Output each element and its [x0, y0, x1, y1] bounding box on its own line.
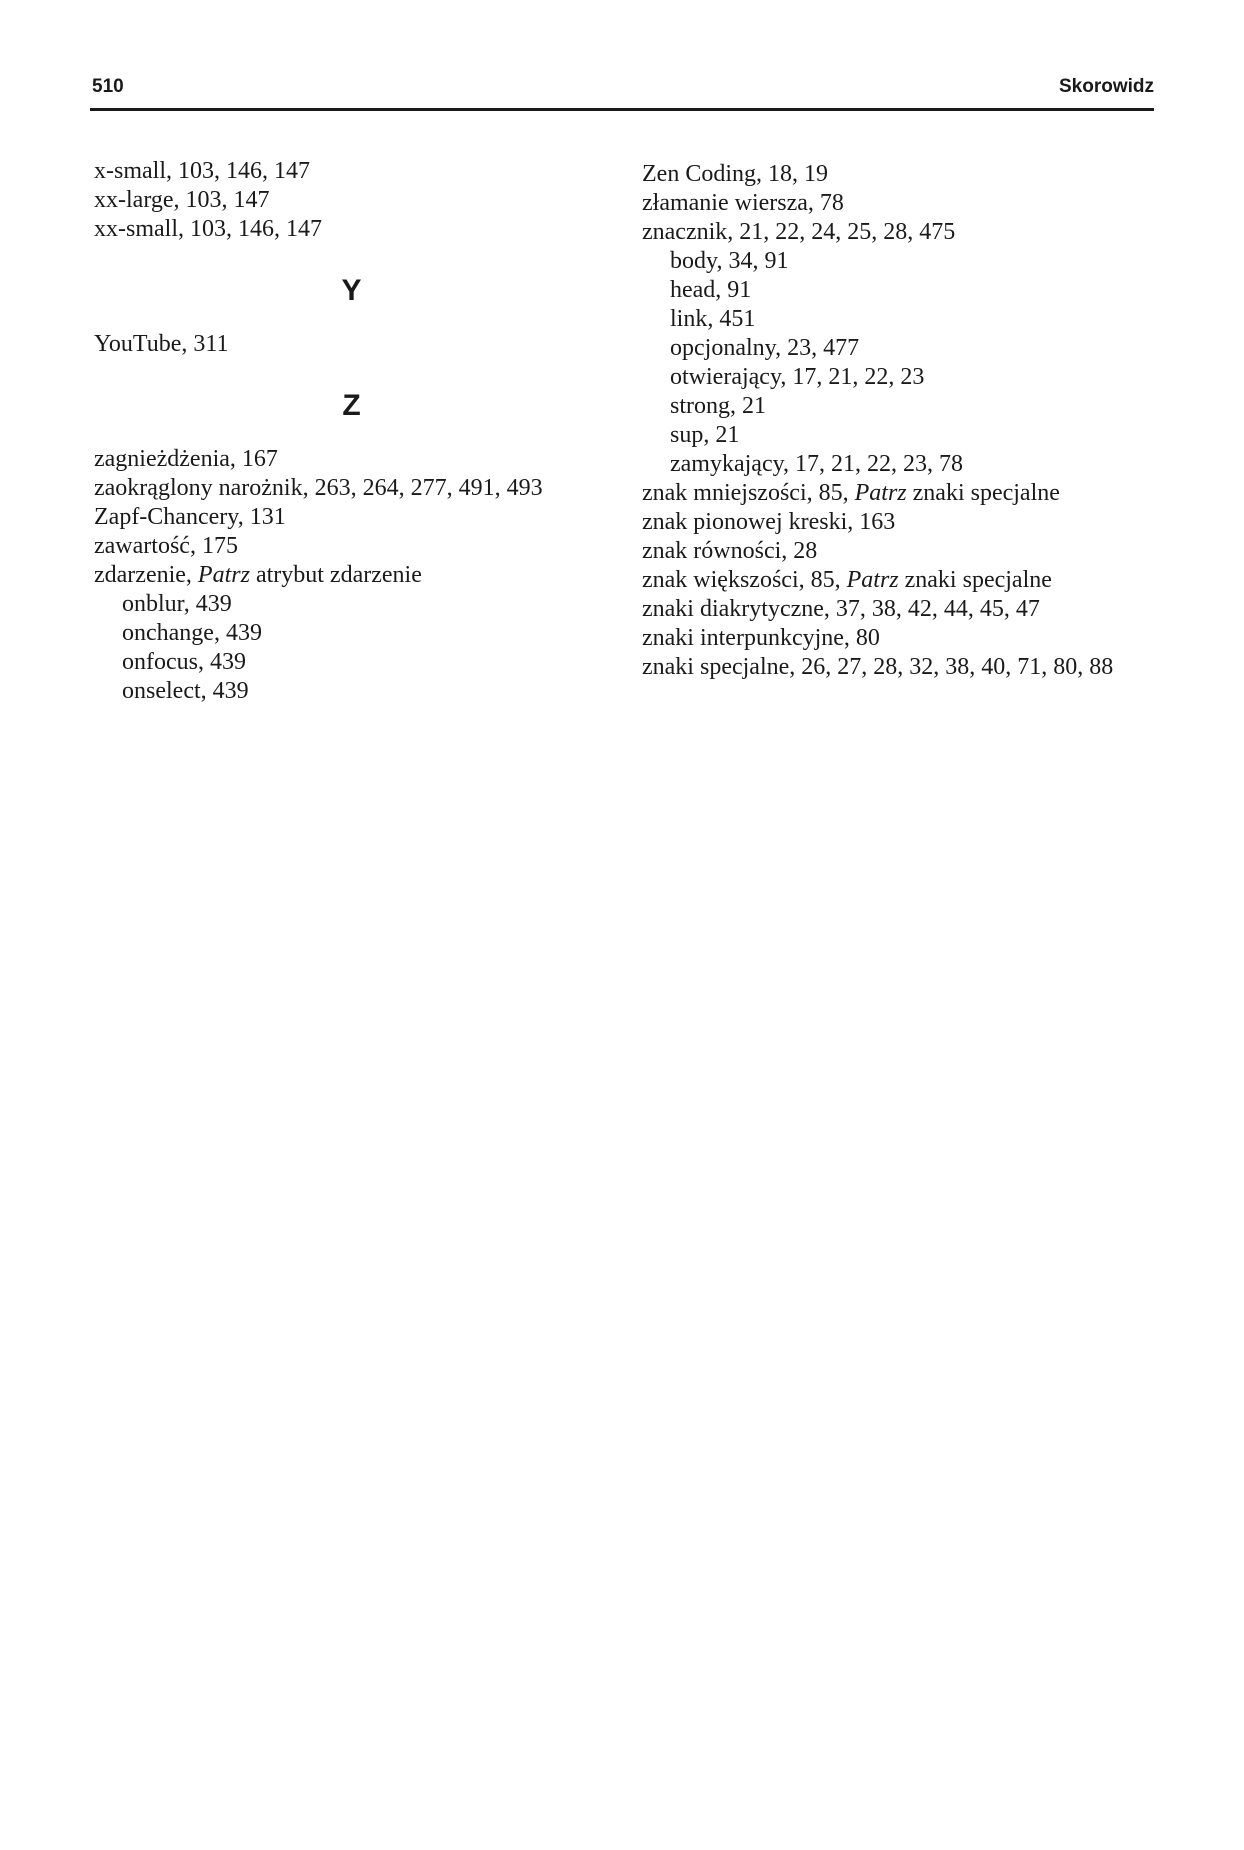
entry-text: zdarzenie,: [94, 562, 198, 588]
index-entry: Zen Coding, 18, 19: [642, 161, 828, 187]
index-entry: zaokrąglony narożnik, 263, 264, 277, 491, 493: [94, 475, 543, 501]
index-entry: YouTube, 311: [94, 331, 229, 357]
index-entry: znak pionowej kreski, 163: [642, 509, 896, 535]
index-subentry: strong, 21: [670, 393, 766, 419]
index-entry: złamanie wiersza, 78: [642, 190, 844, 216]
page-number: 510: [92, 76, 124, 97]
index-entry: znak równości, 28: [642, 538, 818, 564]
index-column-right: [642, 160, 1182, 682]
letter-heading-z: Z: [342, 389, 361, 422]
index-entry: znaki diakrytyczne, 37, 38, 42, 44, 45, 47: [642, 596, 1040, 622]
index-entry-znak-mniejszosci: [642, 479, 1182, 508]
page-header: [90, 72, 1154, 111]
index-entry: znaki specjalne, 26, 27, 28, 32, 38, 40, 71, 80, 88: [642, 654, 1114, 680]
index-subentry: onchange, 439: [122, 620, 262, 646]
index-subentry: onblur, 439: [122, 591, 232, 617]
index-entry: znacznik, 21, 22, 24, 25, 28, 475: [642, 219, 956, 245]
see-reference: Patrz: [846, 567, 899, 593]
entry-text: atrybut zdarzenie: [249, 562, 422, 588]
index-subentry: onfocus, 439: [122, 649, 246, 675]
index-subentry: sup, 21: [670, 422, 740, 448]
entry-text: znak mniejszości, 85,: [642, 480, 855, 506]
letter-heading-y: Y: [341, 274, 362, 307]
running-title: Skorowidz: [1058, 76, 1154, 97]
index-subentry: zamykający, 17, 21, 22, 23, 78: [670, 451, 964, 477]
index-subentry: onselect, 439: [122, 678, 249, 704]
index-entry: zawartość, 175: [94, 533, 238, 559]
index-entry: xx-small, 103, 146, 147: [94, 216, 322, 242]
index-entry: znaki interpunkcyjne, 80: [642, 625, 880, 651]
index-subentry: otwierający, 17, 21, 22, 23: [670, 364, 925, 390]
index-entry: zagnieżdżenia, 167: [94, 446, 278, 472]
index-column-left: [94, 157, 594, 706]
index-entry-znak-wiekszosci: [642, 566, 1182, 595]
entry-text: znaki specjalne: [898, 567, 1052, 593]
index-subentry: head, 91: [670, 277, 752, 303]
index-subentry: link, 451: [670, 306, 756, 332]
see-reference: Patrz: [197, 562, 250, 588]
entry-text: znaki specjalne: [906, 480, 1060, 506]
index-entry: Zapf-Chancery, 131: [94, 504, 286, 530]
index-subentry: body, 34, 91: [670, 248, 789, 274]
index-entry: xx-large, 103, 147: [94, 187, 270, 213]
see-reference: Patrz: [854, 480, 907, 506]
index-entry-zdarzenie: [94, 561, 594, 590]
entry-text: znak większości, 85,: [642, 567, 847, 593]
index-subentry: opcjonalny, 23, 477: [670, 335, 860, 361]
index-entry: x-small, 103, 146, 147: [94, 158, 310, 184]
